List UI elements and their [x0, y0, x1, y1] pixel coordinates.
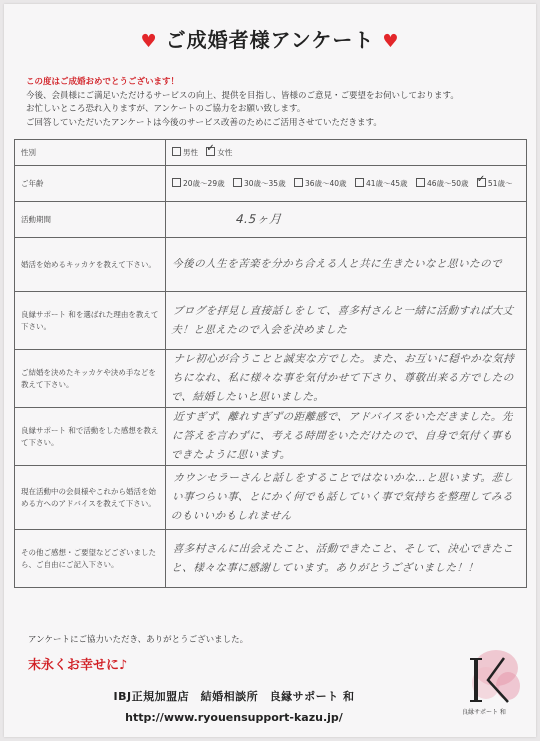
age-option-36-40[interactable]: 36歳～40歳 — [294, 178, 347, 189]
handwritten-answer: 今後の人生を苦楽を分かち合える人と共に生きたいなと思いたので — [171, 258, 503, 270]
gender-row — [15, 140, 527, 166]
heart-icon-left: ♥ — [140, 31, 158, 52]
question-label: 良縁サポート 和で活動をした感想を教えて下さい。 — [15, 408, 166, 466]
heart-icon-right: ♥ — [382, 31, 400, 52]
question-row — [15, 238, 527, 292]
intro-line-3: ご回答していただいたアンケートは今後のサービス改善のためにご活用させていただきます。 — [26, 117, 382, 128]
checkbox-icon — [172, 178, 181, 187]
question-label: 現在活動中の会員様やこれから婚活を始める方へのアドバイスを教えて下さい。 — [15, 466, 166, 530]
checkbox-checked-icon — [206, 147, 215, 156]
age-option-30-35[interactable]: 30歳～35歳 — [233, 178, 286, 189]
question-label: ご結婚を決めたキッカケや決め手などを教えて下さい。 — [15, 350, 166, 408]
age-label: ご年齢 — [15, 166, 166, 202]
question-row — [15, 530, 527, 588]
answer-cell[interactable] — [166, 530, 527, 588]
period-answer: 4.5ヶ月 — [235, 212, 283, 226]
handwritten-answer: 喜多村さんに出会えたこと、活動できたこと、そして、決心できたこと、様々な事に感謝しています。ありがとうございました！！ — [170, 542, 514, 574]
company-name: IBJ正規加盟店 結婚相談所 良縁サポート 和 — [113, 690, 355, 703]
question-label: 良縁サポート 和を選ばれた理由を教えて下さい。 — [15, 292, 166, 350]
intro-line-1: 今後、会員様にご満足いただけるサービスの向上、提供を目指し、皆様のご意見・ご要望をお伺いしております。 — [26, 90, 459, 101]
congrats-line: この度はご成婚おめでとうございます！ — [26, 77, 180, 87]
gender-label: 性別 — [15, 140, 166, 166]
checkbox-icon — [294, 178, 303, 187]
answer-cell[interactable] — [166, 466, 527, 530]
age-option-46-50[interactable]: 46歳～50歳 — [416, 178, 469, 189]
thanks-text: アンケートにご協力いただき、ありがとうございました。 — [28, 635, 249, 645]
survey-form — [14, 139, 527, 588]
period-answer-cell[interactable] — [166, 202, 527, 238]
age-option-20-29[interactable]: 20歳～29歳 — [172, 178, 225, 189]
checkbox-icon — [416, 178, 425, 187]
handwritten-answer: ナレ初心が合うことと誠実な方でした。また、お互いに穏やかな気持ちになれ、私に様々な事を気付かせて下さり、尊敬出来る方でしたので、結婚したいと思いました。 — [170, 353, 515, 403]
website-link[interactable]: http://www.ryouensupport-kazu.jp/ — [125, 711, 343, 724]
answer-cell[interactable] — [166, 292, 527, 350]
svg-text:良縁サポート 和: 良縁サポート 和 — [462, 709, 506, 716]
age-options — [166, 166, 527, 202]
company-logo — [456, 638, 526, 718]
period-label: 活動期間 — [15, 202, 166, 238]
survey-sheet — [4, 4, 536, 737]
question-label: その他ご感想・ご要望などございましたら、ご自由にご記入下さい。 — [15, 530, 166, 588]
question-row — [15, 408, 527, 466]
intro-block — [26, 76, 459, 130]
question-label: 婚活を始めるキッカケを教えて下さい。 — [15, 238, 166, 292]
gender-option-male[interactable]: 男性 — [172, 147, 198, 158]
period-row — [15, 202, 527, 238]
answer-cell[interactable] — [166, 350, 527, 408]
question-row — [15, 466, 527, 530]
checkbox-icon — [233, 178, 242, 187]
age-option-41-45[interactable]: 41歳～45歳 — [355, 178, 408, 189]
age-option-51-plus[interactable]: ✓ 51歳～ — [477, 178, 513, 189]
gender-option-female[interactable]: ✓ 女性 — [206, 147, 232, 158]
slogan-text: 末永くお幸せに♪ — [28, 658, 128, 673]
checkbox-icon — [172, 147, 181, 156]
page-title — [4, 24, 536, 53]
title-text: ご成婚者様アンケート — [165, 28, 375, 52]
question-row — [15, 292, 527, 350]
gender-options — [166, 140, 527, 166]
checkbox-icon — [355, 178, 364, 187]
handwritten-answer: 近すぎず、離れすぎずの距離感で、アドバイスをいただきました。先に答えを言わずに、考える時間をいただけたので、自身で気付く事もできたように思います。 — [170, 411, 514, 461]
handwritten-answer: ブログを拝見し直接話しをして、喜多村さんと一緒に活動すれば大丈夫！と思えたので入会を決めました — [170, 304, 514, 336]
answer-cell[interactable] — [166, 408, 527, 466]
handwritten-answer: カウンセラーさんと話しをすることではないかな…と思います。悲しい事つらい事、とにかく何でも話していく事で気持ちを整理してみるのもいいかもしれません — [170, 472, 514, 522]
answer-cell[interactable] — [166, 238, 527, 292]
checkbox-checked-icon — [477, 178, 486, 187]
question-row — [15, 350, 527, 408]
intro-line-2: お忙しいところ恐れ入りますが、アンケートのご協力をお願い致します。 — [26, 104, 306, 114]
age-row — [15, 166, 527, 202]
